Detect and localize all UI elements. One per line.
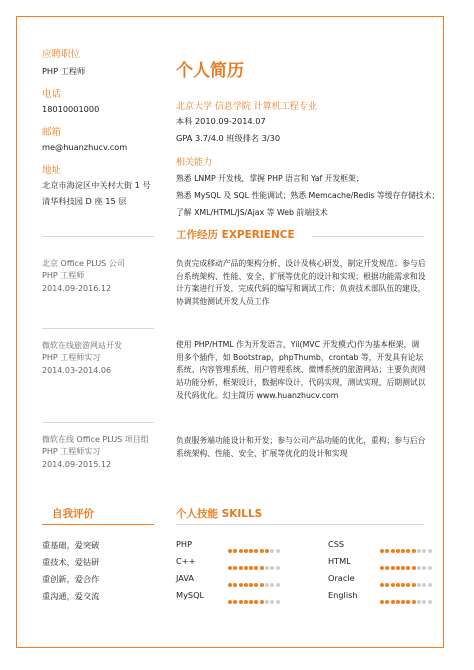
education-line: 北京大学 信息学院 计算机工程专业 xyxy=(176,102,317,112)
gpa-line: GPA 3.7/4.0 班级排名 3/30 xyxy=(176,133,281,143)
exp-2-desc: 使用 PHP/HTML 作为开发语言，Yii(MVC 开发模式)作为基本框架，调用多个插件，如 Bootstrap，phpThumb，crontab 等，开发具有论坛系统、内容管理系统、用户管理系统、微博系统的旅游网站；主要负责网站功能分析，框架设计，数据库设计，代码实现，测试实现，后期测试以及代码优化。幻主简历 www.huanzhucv.com xyxy=(176,340,426,400)
skill-dot-empty xyxy=(428,566,432,570)
exp-1-period: 2014.09-2016.12 xyxy=(42,283,112,293)
self-eval-item-1: 重基础，爱突破 xyxy=(42,540,100,550)
skills-underline xyxy=(176,524,424,525)
skill-name-css: CSS xyxy=(328,539,345,549)
self-eval-title: 自我评价 xyxy=(52,508,94,520)
skill-name-php: PHP xyxy=(176,539,193,549)
skill-dot-filled xyxy=(406,566,410,570)
skill-dot-filled xyxy=(391,566,395,570)
skill-dot-empty xyxy=(270,600,274,604)
skill-dot-empty xyxy=(428,583,432,587)
skill-dot-filled xyxy=(412,566,416,570)
ability-line-2: 熟悉 MySQL 及 SQL 性能调试；熟悉 Memcache/Redis 等缓存存储技术； xyxy=(176,191,440,200)
address-label: 地址 xyxy=(42,165,62,176)
skill-dot-empty xyxy=(428,600,432,604)
phone-label: 电话 xyxy=(42,89,62,100)
skill-dot-empty xyxy=(417,549,421,553)
skill-dot-empty xyxy=(265,583,269,587)
skill-dot-empty xyxy=(417,566,421,570)
skill-dot-filled xyxy=(406,583,410,587)
skill-dot-filled xyxy=(385,566,389,570)
skill-dot-filled xyxy=(380,549,384,553)
page-title: 个人简历 xyxy=(176,61,244,81)
skill-dot-filled xyxy=(239,566,243,570)
exp-1-meta xyxy=(42,258,125,295)
skill-dot-empty xyxy=(270,549,274,553)
skill-dot-empty xyxy=(270,583,274,587)
skill-dot-filled xyxy=(233,583,237,587)
skill-dot-filled xyxy=(412,600,416,604)
skill-dot-filled xyxy=(249,600,253,604)
skill-dot-filled xyxy=(254,583,258,587)
position-label: 应聘职位 xyxy=(42,49,81,60)
ability-line-1: 熟悉 LNMP 开发栈，掌握 PHP 语言和 Yaf 开发框架； xyxy=(176,174,364,183)
exp-1-company: 北京 Office PLUS 公司 xyxy=(42,259,125,268)
skill-dot-empty xyxy=(265,566,269,570)
phone-value: 18010001000 xyxy=(42,104,100,114)
self-eval-item-4: 重沟通，爱交流 xyxy=(42,591,100,601)
skill-dot-filled xyxy=(254,566,258,570)
skill-dot-filled xyxy=(260,549,264,553)
skill-dot-empty xyxy=(417,583,421,587)
skill-dot-filled xyxy=(244,549,248,553)
skill-dot-filled xyxy=(385,583,389,587)
skill-dot-filled xyxy=(228,549,232,553)
skill-dot-empty xyxy=(276,600,280,604)
skill-dot-filled xyxy=(239,600,243,604)
skill-dot-filled xyxy=(239,583,243,587)
exp-divider-1 xyxy=(42,328,154,329)
skill-dot-empty xyxy=(276,566,280,570)
self-eval-item-3: 重创新，爱合作 xyxy=(42,574,100,584)
email-label: 邮箱 xyxy=(42,127,62,138)
skill-name-oracle: Oracle xyxy=(328,573,355,583)
skill-dot-filled xyxy=(380,583,384,587)
skill-dot-filled xyxy=(396,549,400,553)
skill-dot-filled xyxy=(406,549,410,553)
skill-dot-filled xyxy=(233,549,237,553)
email-value[interactable]: me@huanzhucv.com xyxy=(42,142,128,152)
skill-dot-filled xyxy=(228,566,232,570)
skill-dot-filled xyxy=(391,583,395,587)
skill-dot-filled xyxy=(401,583,405,587)
skill-dot-filled xyxy=(391,549,395,553)
exp-3-meta xyxy=(42,434,149,471)
skill-dot-filled xyxy=(396,583,400,587)
skill-dot-filled xyxy=(380,566,384,570)
exp-3-role: PHP 工程师实习 xyxy=(42,447,101,457)
exp-2-period: 2014.03-2014.06 xyxy=(42,365,112,375)
skill-dot-empty xyxy=(265,600,269,604)
skill-dot-filled xyxy=(412,549,416,553)
exp-2-meta xyxy=(42,340,122,377)
skill-dot-filled xyxy=(401,600,405,604)
self-eval-underline xyxy=(42,524,154,525)
skill-dot-filled xyxy=(391,600,395,604)
address-line-2: 清华科技园 D 座 15 层 xyxy=(42,196,127,206)
skill-dot-empty xyxy=(422,600,426,604)
skill-dot-filled xyxy=(396,566,400,570)
exp-1-desc: 负责完成移动产品的架构分析、设计及核心研发，制定开发规范；参与后台系统架构、性能、安全、扩展等优化的设计和实现；根据功能需求和设计方案进行开发，完成代码的编写和调试工作；负责技术部队伍的建设，协调其他测试开发人员工作 xyxy=(176,259,426,307)
skill-dot-filled xyxy=(385,549,389,553)
skill-dot-filled xyxy=(260,583,264,587)
skill-dots-english xyxy=(380,591,433,610)
skill-dot-empty xyxy=(276,583,280,587)
exp-divider-2 xyxy=(42,422,154,423)
skill-dot-filled xyxy=(239,549,243,553)
skill-dots-mysql xyxy=(228,591,281,610)
skill-dot-filled xyxy=(260,600,264,604)
degree-line: 本科 2010.09-2014.07 xyxy=(176,116,266,126)
skill-dot-empty xyxy=(417,600,421,604)
skill-dot-empty xyxy=(428,549,432,553)
skill-dot-filled xyxy=(401,566,405,570)
skill-dot-filled xyxy=(401,549,405,553)
skill-name-html: HTML xyxy=(328,556,351,566)
skill-dot-filled xyxy=(228,600,232,604)
position-value: PHP 工程师 xyxy=(42,66,86,76)
experience-title: 工作经历 EXPERIENCE xyxy=(176,229,295,241)
skill-name-english: English xyxy=(328,590,358,600)
self-eval-item-2: 重技术，爱钻研 xyxy=(42,557,100,567)
skill-dot-filled xyxy=(380,600,384,604)
exp-3-period: 2014.09-2015.12 xyxy=(42,459,112,469)
skill-dot-filled xyxy=(260,566,264,570)
skill-dot-empty xyxy=(270,566,274,570)
skill-dot-filled xyxy=(254,549,258,553)
divider-left xyxy=(42,236,154,237)
skill-dot-filled xyxy=(244,583,248,587)
skill-dot-filled xyxy=(385,600,389,604)
skill-dot-empty xyxy=(276,549,280,553)
skill-dot-filled xyxy=(249,549,253,553)
skill-dot-filled xyxy=(233,566,237,570)
skill-name-java: JAVA xyxy=(176,573,195,583)
skill-dot-empty xyxy=(422,566,426,570)
skill-dot-filled xyxy=(249,566,253,570)
skill-dot-filled xyxy=(233,600,237,604)
skill-name-cpp: C++ xyxy=(176,556,196,566)
exp-2-role: PHP 工程师实习 xyxy=(42,353,101,363)
exp-3-desc: 负责服务端功能设计和开发；参与公司产品功能的优化，重构；参与后台系统架构、性能、安全、扩展等优化的设计和实现 xyxy=(176,436,426,458)
skill-dot-filled xyxy=(244,600,248,604)
skill-dot-filled xyxy=(406,600,410,604)
exp-1-role: PHP 工程师 xyxy=(42,271,85,281)
skill-dot-filled xyxy=(249,583,253,587)
skill-dot-filled xyxy=(228,583,232,587)
skill-dot-filled xyxy=(396,600,400,604)
skill-dot-empty xyxy=(422,583,426,587)
skill-dot-filled xyxy=(254,600,258,604)
exp-2-company: 微软在线旅游网站开发 xyxy=(42,341,122,350)
skill-dot-filled xyxy=(244,566,248,570)
address-line-1: 北京市海淀区中关村大街 1 号 xyxy=(42,180,151,190)
skill-dot-empty xyxy=(422,549,426,553)
skills-title: 个人技能 SKILLS xyxy=(176,508,263,520)
divider-right xyxy=(312,236,424,237)
skill-dot-filled xyxy=(412,583,416,587)
skill-dot-filled xyxy=(265,549,269,553)
skill-name-mysql: MySQL xyxy=(176,590,205,600)
exp-3-company: 微软在线 Office PLUS 项目组 xyxy=(42,435,149,444)
ability-title: 相关能力 xyxy=(176,158,213,168)
ability-line-3: 了解 XML/HTML/JS/Ajax 等 Web 前端技术 xyxy=(176,208,328,217)
